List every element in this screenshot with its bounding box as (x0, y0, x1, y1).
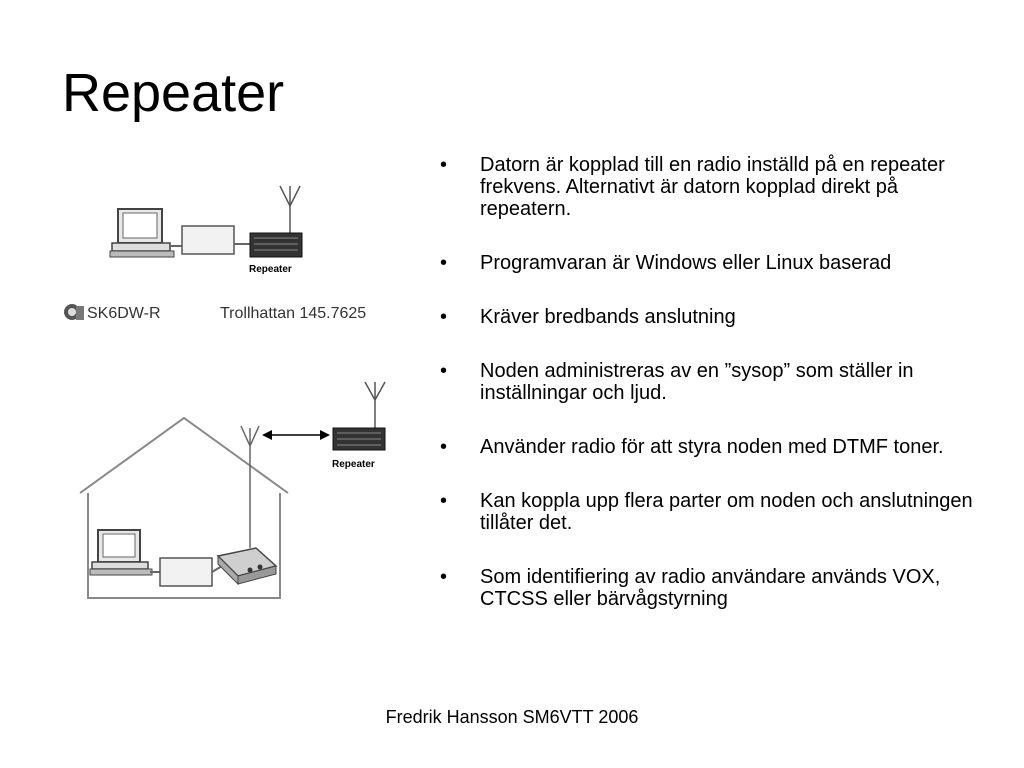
bullet-text: Som identifiering av radio användare används VOX, CTCSS eller bärvågstyrning (480, 566, 941, 610)
node-logo-icon (64, 304, 84, 320)
bullet-item: • Kräver bredbands anslutning (434, 306, 994, 328)
bullet-text: Noden administreras av en ”sysop” som ställer in inställningar och ljud. (480, 360, 914, 404)
bullet-item: • Som identifiering av radio användare används VOX, CTCSS eller bärvågstyrning (434, 566, 994, 610)
slide-title: Repeater (62, 63, 285, 123)
repeater-diagram (0, 0, 420, 620)
slide-footer: Fredrik Hansson SM6VTT 2006 (385, 707, 639, 727)
interface-box-bottom (160, 558, 212, 586)
bullet-text: Kräver bredbands anslutning (480, 306, 736, 328)
interface-box-top (182, 226, 234, 254)
bullet-item: • Noden administreras av en ”sysop” som ställer in inställningar och ljud. (434, 360, 994, 404)
antenna-icon-bottom (365, 382, 385, 428)
bullet-text: Använder radio för att styra noden med DTMF toner. (480, 436, 944, 458)
bullet-text: Kan koppla upp flera parter om noden och anslutningen tillåter det. (480, 490, 973, 534)
repeater-label-top: Repeater (249, 264, 292, 275)
repeater-radio-icon-top (250, 233, 302, 257)
bullet-text: Programvaran är Windows eller Linux baserad (480, 252, 892, 274)
bullet-item: • Kan koppla upp flera parter om noden och anslutningen tillåter det. (434, 490, 994, 534)
bullet-item: • Datorn är kopplad till en radio inställd på en repeater frekvens. Alternativt är datorn kopplad direkt på repeatern. (434, 154, 994, 220)
bullet-item: • Programvaran är Windows eller Linux baserad (434, 252, 994, 274)
node-callsign: SK6DW-R (87, 305, 161, 322)
double-arrow (262, 430, 330, 440)
antenna-icon-top (280, 186, 300, 240)
bullet-list (434, 154, 994, 642)
antenna-icon-house (241, 426, 259, 548)
bullet-item: • Använder radio för att styra noden med DTMF toner. (434, 436, 994, 458)
bullet-text: Datorn är kopplad till en radio inställd på en repeater frekvens. Alternativt är datorn kopplad direkt på repeatern. (480, 154, 945, 220)
computer-icon-bottom (90, 530, 152, 575)
node-location: Trollhattan 145.7625 (220, 305, 367, 322)
computer-icon-top (110, 209, 174, 257)
repeater-label-bottom: Repeater (332, 459, 375, 470)
repeater-radio-icon-bottom (333, 428, 385, 450)
mobile-radio-icon (218, 548, 276, 584)
